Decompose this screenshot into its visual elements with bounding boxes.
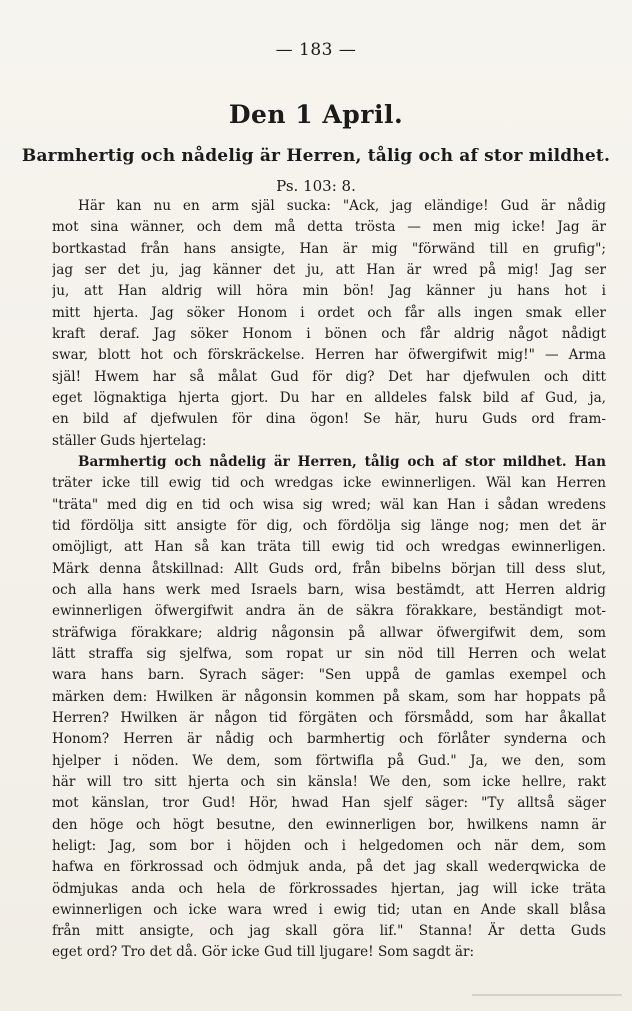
text-line: ödmjukas anda och hela de förkrossades hjertan, jag will icke träta — [52, 880, 606, 897]
date-heading: Den 1 April. — [228, 100, 404, 129]
text-line: sträfwiga förakkare; aldrig någonsin på allwar öfwergifwit dem, som — [52, 624, 606, 641]
text-line: Honom? Herren är nådig och barmhertig och förlåter synderna och — [52, 731, 606, 748]
text-line: Här kan nu en arm själ sucka: "Ack, jag eländige! Gud är nådig — [78, 198, 606, 214]
text-line: wara hans barn. Syrach säger: "Sen uppå de gamlas exempel och — [52, 667, 606, 684]
text-line: själ! Hwem har så målat Gud för dig? Det har djefwulen och ditt — [52, 368, 606, 385]
text-line: Herren? Hwilken är någon tid förgäten och försmådd, som har åkallat — [52, 709, 606, 726]
text-line: bortkastad från hans ansigte, Han är mig "förwänd till en grufig"; — [52, 240, 606, 257]
text-line: tid fördölja sitt ansigte för dig, och fördölja sig länge nog; men det är — [52, 517, 606, 534]
body-text — [52, 196, 606, 964]
text-line: ställer Guds hjertelag: — [52, 432, 207, 449]
page-number: — 183 — — [275, 40, 357, 60]
text-line: mot känslan, tror Gud! Hör, hwad Han sjelf säger: "Ty alltså säger — [52, 795, 606, 812]
text-line: den höge och högt besutne, den ewinnerligen bor, hwilkens namn är — [52, 816, 606, 833]
text-line: eget lögnaktiga hjerta gjort. Du har en alldeles falsk bild af Gud, ja, — [52, 389, 606, 406]
text-line: från mitt ansigte, och jag skall göra lif." Stanna! Är detta Guds — [52, 923, 606, 940]
text-line: kraft deraf. Jag söker Honom i bönen och får aldrig något nådigt — [52, 325, 606, 342]
text-line: eget ord? Tro det då. Gör icke Gud till ljugare! Som sagdt är: — [52, 944, 475, 961]
scripture-reference: Ps. 103: 8. — [276, 177, 356, 195]
text-line: ewinnerligen och icke wara wred i ewig tid; utan en Ande skall blåsa — [52, 901, 606, 918]
text-line: ewinnerligen öfwergifwit andra än de säkra förakkare, beständigt mot- — [52, 603, 606, 620]
devotional-subtitle: Barmhertig och nådelig är Herren, tålig och af stor mildhet. — [21, 146, 611, 166]
text-line: träter icke till ewig tid och wredgas icke ewinnerligen. Wäl kan Herren — [52, 475, 606, 492]
text-line: ju, att Han aldrig will höra min bön! Jag känner ju hans hot i — [52, 283, 606, 300]
text-line: en bild af djefwulen för dina ögon! Se här, huru Guds ord fram- — [52, 411, 606, 428]
page-edge-mark — [472, 994, 622, 996]
text-line: mot sina wänner, och dem må detta trösta — men mig icke! Jag är — [52, 219, 606, 236]
text-line: "träta" med dig en tid och wisa sig wred; wäl kan Han i sådan wredens — [52, 496, 606, 513]
text-line: lätt straffa sig sjelfwa, som ropat ur sin nöd till Herren och welat — [52, 645, 606, 662]
text-line: mitt hjerta. Jag söker Honom i ordet och får alls ingen smak eller — [52, 304, 606, 321]
text-line: omöjligt, att Han så kan träta till ewig tid och wredgas ewinnerligen. — [52, 539, 606, 556]
text-line: hafwa en förkrossad och ödmjuk anda, på det jag skall wederqwicka de — [52, 859, 606, 876]
text-line: heligt: Jag, som bor i höjden och i helgedomen och när dem, som — [52, 837, 606, 854]
text-line: swar, blott hot och förskräckelse. Herren har öfwergifwit mig!" — Arma — [52, 347, 606, 364]
text-line: Märk denna åtskillnad: Allt Guds ord, från bibelns början till dess slut, — [52, 560, 606, 577]
text-line: här will tro sitt hjerta och sin känsla! We den, som icke hellre, rakt — [52, 773, 606, 790]
text-line: jag ser det ju, jag känner det ju, att Han är wred på mig! Jag ser — [52, 261, 606, 278]
text-line: och alla hans werk med Israels barn, wisa bestämdt, att Herren aldrig — [52, 581, 606, 598]
text-line: märken dem: Hwilken är någonsin kommen på skam, som har hoppats på — [52, 688, 606, 705]
text-line: Barmhertig och nådelig är Herren, tålig och af stor mildhet. Han — [78, 453, 606, 470]
text-line: hjelper i nöden. We dem, som förtwifla på Gud." Ja, we den, som — [52, 752, 606, 769]
